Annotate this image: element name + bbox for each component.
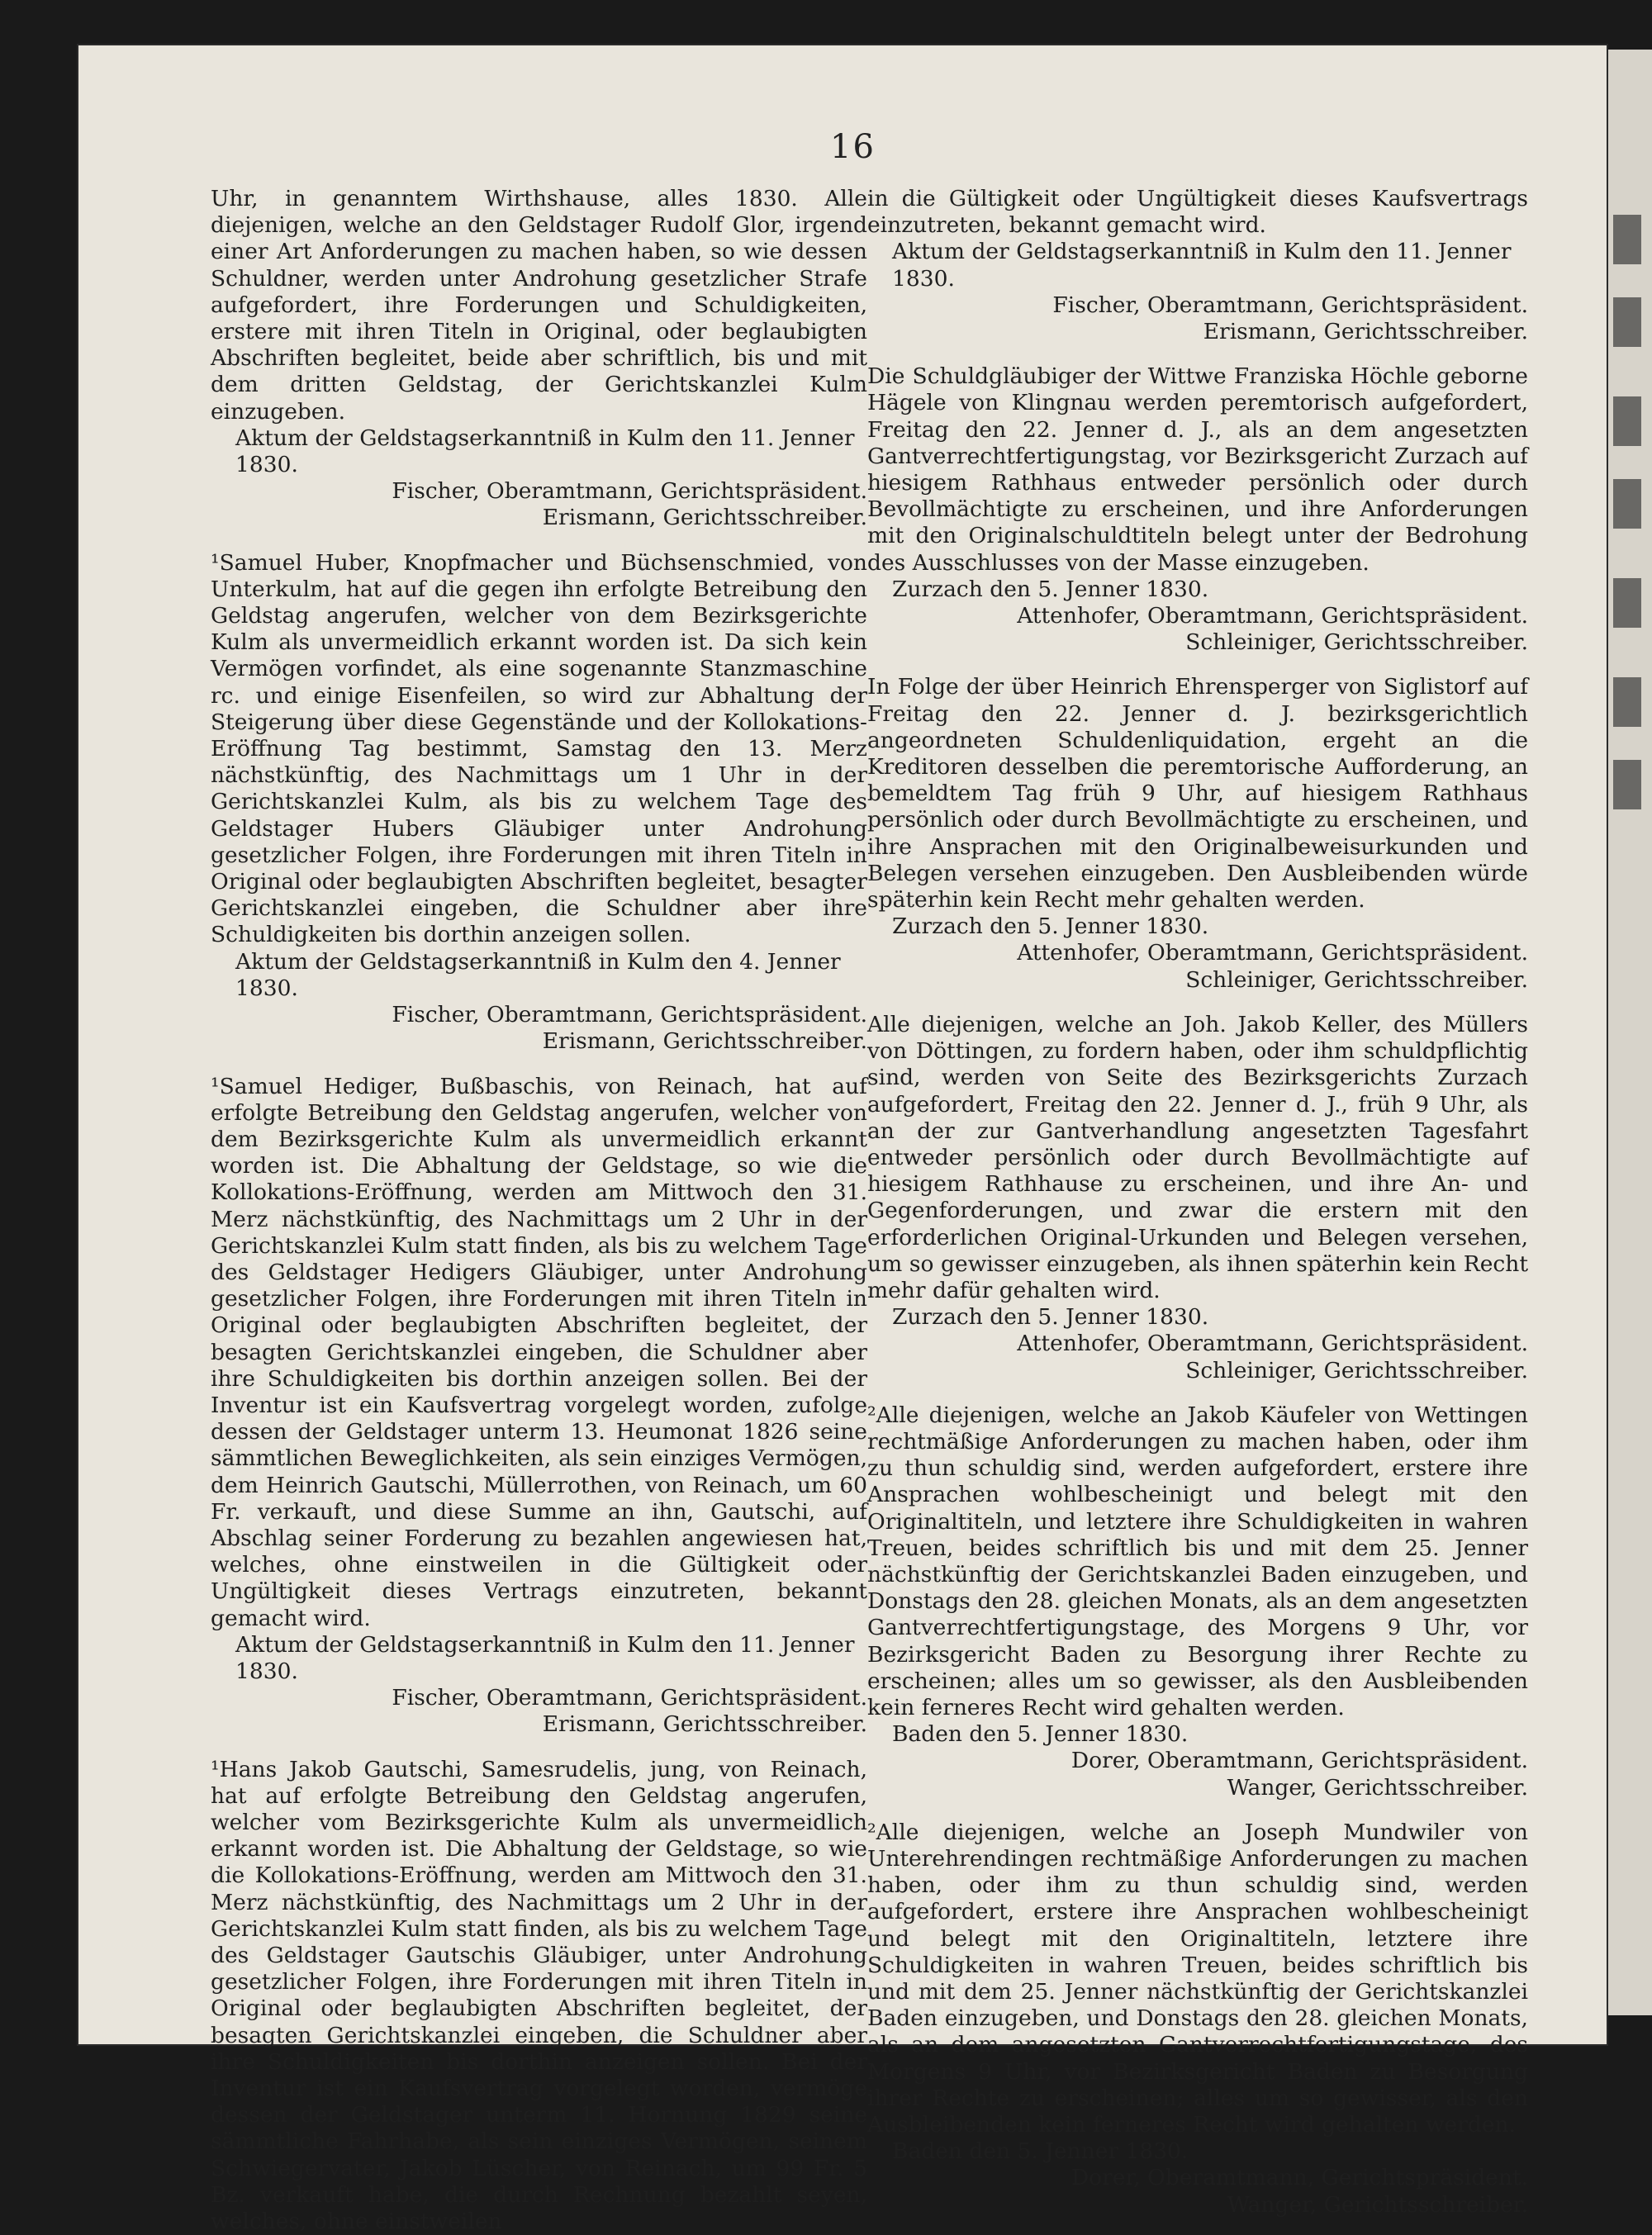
- notice-signature: Schleiniger, Gerichtsschreiber.: [1185, 1357, 1528, 1383]
- legal-notice: [867, 1402, 1528, 1801]
- notice-signature: Erismann, Gerichtsschreiber.: [542, 1711, 867, 1738]
- notice-dateline: Baden den 5. Jenner 1830.: [892, 2138, 1189, 2165]
- notice-dateline: Aktum der Geldstagserkanntniß in Kulm den 11. Jenner 1830.: [235, 1631, 855, 1684]
- legal-notice: [211, 1757, 867, 2235]
- adjacent-page-edge: [1607, 50, 1652, 2015]
- notice-text: ²Alle diejenigen, welche an Joseph Mundwiler von Unterehrendingen rechtmäßige Anforderungen zu machen haben, oder ihm zu thun schuldig sind, werden aufgefordert, erstere ihre Ansprachen wohlbescheinigt und belegt mit den Originaltiteln, letztere ihre Schuldigkeiten in wahren Treuen, beides schriftlich bis und mit dem 25. Jenner nächstkünftig der Gerichtskanzlei Baden einzugeben, und Donstags den 28. gleichen Monats, als an dem angesetzten Gantverrechtfertigungstage, des Morgens 9 Uhr, vor Bezirksgericht Baden zu Besorgung ihrer Rechte zu erscheinen; alles um so gewisser, als den Ausbleibenden kein ferneres Recht wird gehalten werden.: [867, 1819, 1528, 2138]
- legal-notice: [211, 1074, 867, 1739]
- right-column: [867, 186, 1528, 2218]
- notice-signature: Schleiniger, Gerichtsschreiber.: [1185, 966, 1528, 993]
- legal-notice: [867, 1820, 1528, 2218]
- notice-text: ²Alle diejenigen, welche an Jakob Käufeler von Wettingen rechtmäßige Anforderungen zu machen haben, oder ihm zu thun schuldig sind, werden aufgefordert, erstere ihre Ansprachen wohlbescheinigt und belegt mit den Originaltiteln, und letztere ihre Schuldigkeiten in wahren Treuen, beides schriftlich bis und mit dem 25. Jenner nächstkünftig der Gerichtskanzlei Baden einzugeben, und Donstags den 28. gleichen Monats, als an dem angesetzten Gantverrechtfertigungstage, des Morgens 9 Uhr, vor Bezirksgericht Baden zu Besorgung ihrer Rechte zu erscheinen; alles um so gewisser, als den Ausbleibenden kein ferneres Recht wird gehalten werden.: [867, 1402, 1528, 1720]
- legal-notice: [211, 186, 867, 532]
- notice-dateline: Baden den 5. Jenner 1830.: [892, 1721, 1189, 1748]
- notice-text: ¹Samuel Huber, Knopfmacher und Büchsenschmied, von Unterkulm, hat auf die gegen ihn erfolgte Betreibung den Geldstag angerufen, welcher von dem Bezirksgerichte Kulm als unvermeidlich erkannt worden ist. Da sich kein Vermögen vorfindet, als eine sogenannte Stanzmaschine rc. und einige Eisenfeilen, so wird zur Abhaltung der Steigerung über diese Gegenstände und der Kollokations-Eröffnung Tag bestimmt, Samstag den 13. Merz nächstkünftig, des Nachmittags um 1 Uhr in der Gerichtskanzlei Kulm, als bis zu welchem Tage des Geldstager Hubers Gläubiger unter Androhung gesetzlicher Folgen, ihre Forderungen mit ihren Titeln in Original oder beglaubigten Abschriften begleitet, besagter Gerichtskanzlei eingeben, die Schuldner aber ihre Schuldigkeiten bis dorthin anzeigen sollen.: [211, 549, 867, 948]
- notice-signature: Attenhofer, Oberamtmann, Gerichtspräsident.: [1017, 940, 1528, 966]
- notice-signature: Dorer, Oberamtmann, Gerichtspräsident.: [1070, 1748, 1528, 1774]
- legal-notice: [867, 363, 1528, 656]
- page-number: 16: [830, 128, 876, 166]
- notice-signature: Schleiniger, Gerichtsschreiber.: [1185, 629, 1528, 656]
- notice-signature: Fischer, Oberamtmann, Gerichtspräsident.: [392, 1685, 867, 1711]
- notice-dateline: Zurzach den 5. Jenner 1830.: [892, 1304, 1209, 1331]
- notice-signature: Attenhofer, Oberamtmann, Gerichtspräsident.: [1017, 603, 1528, 629]
- notice-dateline: Aktum der Geldstagserkanntniß in Kulm den 11. Jenner 1830.: [235, 425, 855, 478]
- notice-dateline: Aktum der Geldstagserkanntniß in Kulm den 11. Jenner 1830.: [892, 239, 1512, 292]
- legal-notice: [867, 186, 1528, 345]
- notice-signature: Erismann, Gerichtsschreiber.: [542, 505, 867, 531]
- notice-dateline: Zurzach den 5. Jenner 1830.: [892, 576, 1209, 602]
- legal-notice: [867, 1012, 1528, 1384]
- notice-signature: Dorer, Oberamtmann, Gerichtspräsident.: [1070, 2165, 1528, 2191]
- legal-notice: [867, 674, 1528, 993]
- notice-text: ¹Samuel Hediger, Bußbaschis, von Reinach, hat auf erfolgte Betreibung den Geldstag angerufen, welcher von dem Bezirksgerichte Kulm als unvermeidlich erkannt worden ist. Die Abhaltung der Geldstage, so wie die Kollokations-Eröffnung, werden am Mittwoch den 31. Merz nächstkünftig, des Nachmittags um 2 Uhr in der Gerichtskanzlei Kulm statt finden, als bis zu welchem Tage des Geldstager Hedigers Gläubiger, unter Androhung gesetzlicher Folgen, ihre Forderungen mit ihren Titeln in Original oder beglaubigten Abschriften begleitet, der besagten Gerichtskanzlei eingeben, die Schuldner aber ihre Schuldigkeiten bis dorthin anzeigen sollen. Bei der Inventur ist ein Kaufsvertrag vorgelegt worden, zufolge dessen der Geldstager unterm 13. Heumonat 1826 seine sämmtlichen Beweglichkeiten, als sein einziges Vermögen, dem Heinrich Gautschi, Müllerrothen, von Reinach, um 60 Fr. verkauft, und diese Summe an ihn, Gautschi, auf Abschlag seiner Forderung zu bezahlen angewiesen hat, welches, ohne einstweilen in die Gültigkeit oder Ungültigkeit dieses Vertrags einzutreten, bekannt gemacht wird.: [211, 1073, 867, 1631]
- notice-signature: Erismann, Gerichtsschreiber.: [542, 1028, 867, 1055]
- notice-signature: Attenhofer, Oberamtmann, Gerichtspräsident.: [1017, 1331, 1528, 1357]
- legal-notice: [211, 550, 867, 1056]
- notice-text: ¹Hans Jakob Gautschi, Samesrudelis, jung, von Reinach, hat auf erfolgte Betreibung den Geldstag angerufen, welcher vom Bezirksgerichte Kulm als unvermeidlich erkannt worden ist. Die Abhaltung der Geldstage, so wie die Kollokations-Eröffnung, werden am Mittwoch den 31. Merz nächstkünftig, des Nachmittags um 2 Uhr in der Gerichtskanzlei Kulm statt finden, als bis zu welchem Tage des Geldstager Gautschis Gläubiger, unter Androhung gesetzlicher Folgen, ihre Forderungen mit ihren Titeln in Original oder beglaubigten Abschriften begleitet, der besagten Gerichtskanzlei eingeben, die Schuldner aber ihre Schuldigkeiten bis dorthin anzeigen sollen. Bei der Inventur ist ein Kaufsvertrag vorgelegt worden, vermöge dessen der Geldstager unterm 11. Hornung 1829 seine sämmtliche Fahrhabe, als sein einziges Vermögen, seinem Schwiegervater, Jakob Lüscher, von Reinach, um 99 Fr. 5 Bz. verkauft habe, die durch Rechnung bezahlt seyen, welches, ohne einstweilen: [211, 1756, 867, 2235]
- notice-signature: Wanger, Gerichtsschreiber.: [1227, 1774, 1528, 1801]
- notice-signature: Fischer, Oberamtmann, Gerichtspräsident.: [1052, 292, 1528, 318]
- notice-signature: Fischer, Oberamtmann, Gerichtspräsident.: [392, 1002, 867, 1028]
- notice-signature: Fischer, Oberamtmann, Gerichtspräsident.: [392, 478, 867, 505]
- notice-text: In Folge der über Heinrich Ehrensperger von Siglistorf auf Freitag den 22. Jenner d. J. bezirksgerichtlich angeordneten Schuldenliquidation, ergeht an die Kreditoren desselben die peremtorische Aufforderung, an bemeldtem Tag früh 9 Uhr, auf hiesigem Rathhaus persönlich oder durch Bevollmächtigte zu erscheinen, und ihre Ansprachen mit den Originalbeweisurkunden und Belegen versehen einzugeben. Den Ausbleibenden würde späterhin kein Recht mehr gehalten werden.: [867, 674, 1528, 913]
- notice-text: Die Schuldgläubiger der Wittwe Franziska Höchle geborne Hägele von Klingnau werden peremtorisch aufgefordert, Freitag den 22. Jenner d. J., als an dem angesetzten Gantverrechtfertigungstag, vor Bezirksgericht Zurzach auf hiesigem Rathhaus entweder persönlich oder durch Bevollmächtigte zu erscheinen, und ihre Anforderungen mit den Originalschuldtiteln belegt unter der Bedrohung des Ausschlusses von der Masse einzugeben.: [867, 363, 1528, 576]
- notice-text: Uhr, in genanntem Wirthshause, alles 1830. Alle diejenigen, welche an den Geldstager Rudolf Glor, irgend einer Art Anforderungen zu machen haben, so wie dessen Schuldner, werden unter Androhung gesetzlicher Strafe aufgefordert, ihre Forderungen und Schuldigkeiten, erstere mit ihren Titeln in Original, oder beglaubigten Abschriften begleitet, beide aber schriftlich, bis und mit dem dritten Geldstag, der Gerichtskanzlei Kulm einzugeben.: [211, 186, 867, 425]
- left-column: [211, 186, 867, 2235]
- notice-signature: Wanger, Gerichtsschreiber.: [1227, 2191, 1528, 2218]
- notice-text: Alle diejenigen, welche an Joh. Jakob Keller, des Müllers von Döttingen, zu fordern haben, oder ihm schuldpflichtig sind, werden von Seite des Bezirksgerichts Zurzach aufgefordert, Freitag den 22. Jenner d. J., früh 9 Uhr, als an der zur Gantverhandlung angesetzten Tagesfahrt entweder persönlich oder durch Bevollmächtigte auf hiesigem Rathhause zu erscheinen, und ihre An- und Gegenforderungen, und zwar die erstern mit den erforderlichen Original-Urkunden und Belegen versehen, um so gewisser einzugeben, als ihnen späterhin kein Recht mehr dafür gehalten wird.: [867, 1011, 1528, 1303]
- notice-dateline: Aktum der Geldstagserkanntniß in Kulm den 4. Jenner 1830.: [235, 948, 841, 1001]
- notice-text: in die Gültigkeit oder Ungültigkeit dieses Kaufsvertrags einzutreten, bekannt gemacht wird.: [867, 186, 1528, 239]
- notice-dateline: Zurzach den 5. Jenner 1830.: [892, 913, 1209, 940]
- notice-signature: Erismann, Gerichtsschreiber.: [1203, 319, 1528, 345]
